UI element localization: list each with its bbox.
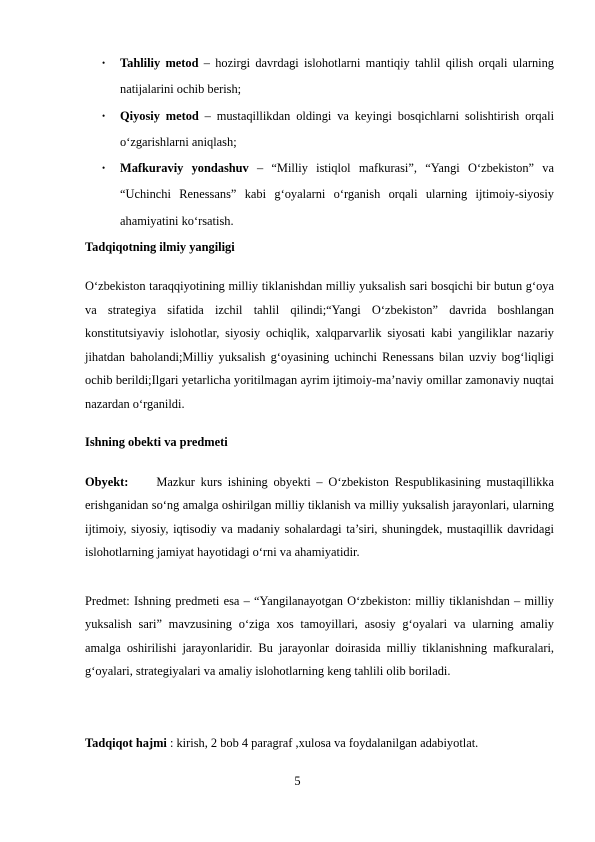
object-paragraph	[85, 471, 554, 565]
novelty-paragraph: O‘zbekiston taraqqiyotining milliy tiklanishdan milliy yuksalish sari bosqichi bir butun g‘oya va strategiya sifatida izchil tahlil qilindi;“Yangi O‘zbekiston” davrida boshlangan konstitutsiyaviy islohotlar, siyosiy ochiqlik, xalqparvarlik siyosati kabi yangiliklar nazariy jihatdan baholandi;Milliy yuksalish g‘oyasining uchinchi Renessans bilan uzviy bog‘liqligi ochib berildi;Ilgari yetarlicha yoritilmagan ayrim ijtimoiy-ma’naviy omillar zamonaviy nuqtai nazardan o‘rganildi.	[85, 279, 554, 411]
method-text: – mustaqillikdan oldingi va keyingi bosqichlarni solishtirish orqali o‘zgarishlarni aniqlash;	[120, 108, 555, 149]
section-heading-object: Ishning obekti va predmeti	[85, 435, 228, 449]
bullet-icon: •	[102, 110, 106, 121]
method-title: Tahliliy metod	[120, 56, 199, 70]
page-number: 5	[294, 774, 301, 788]
volume-label: Tadqiqot hajmi	[85, 736, 167, 750]
object-label: Obyekt:	[85, 475, 129, 489]
volume-paragraph	[85, 733, 554, 753]
bullet-icon: •	[102, 163, 106, 174]
list-item	[102, 103, 554, 156]
method-text: – hozirgi davrdagi islohotlarni mantiqiy tahlil qilish orqali ularning natijalarini ochib berish;	[120, 56, 554, 97]
method-text: – “Milliy istiqlol mafkurasi”, “Yangi O‘zbekiston” va “Uchinchi Renessans” kabi g‘oyalarni o‘rganish orqali ularning ijtimoiy-siyosiy ahamiyatini ko‘rsatish.	[120, 161, 554, 228]
list-item	[102, 50, 554, 103]
section-heading-novelty: Tadqiqotning ilmiy yangiligi	[85, 240, 235, 254]
methods-list	[102, 50, 554, 234]
list-item	[102, 155, 554, 234]
subject-paragraph: Predmet: Ishning predmeti esa – “Yangilanayotgan O‘zbekiston: milliy tiklanishdan – milliy yuksalish sari” mavzusining o‘ziga xos tamoyillari, asosiy g‘oyalari va ularning amaliy amalga oshirilishi jarayonlaridir. Bu jarayonlar doirasida milliy tiklanishning mafkuralari, g‘oyalari, strategiyalari va amaliy islohotlarning keng tahlili olib boriladi.	[85, 594, 554, 679]
bullet-icon: •	[102, 58, 106, 68]
volume-text: : kirish, 2 bob 4 paragraf ,xulosa va foydalanilgan adabiyotlat.	[166, 736, 479, 750]
object-text: Mazkur kurs ishining obyekti – O‘zbekiston Respublikasining mustaqillikka erishganidan so‘ng amalga oshirilgan milliy tiklanish va milliy yuksalish jarayonlari, ularning ijtimoiy, siyosiy, iqtisodiy va madaniy sohalardagi ta’siri, shuningdek, mustaqillik davridagi islohotlarning jamiyat hayotidagi o‘rni va ahamiyatidir.	[85, 475, 554, 560]
method-title: Mafkuraviy yondashuv	[120, 161, 249, 176]
method-title: Qiyosiy metod	[120, 108, 199, 123]
